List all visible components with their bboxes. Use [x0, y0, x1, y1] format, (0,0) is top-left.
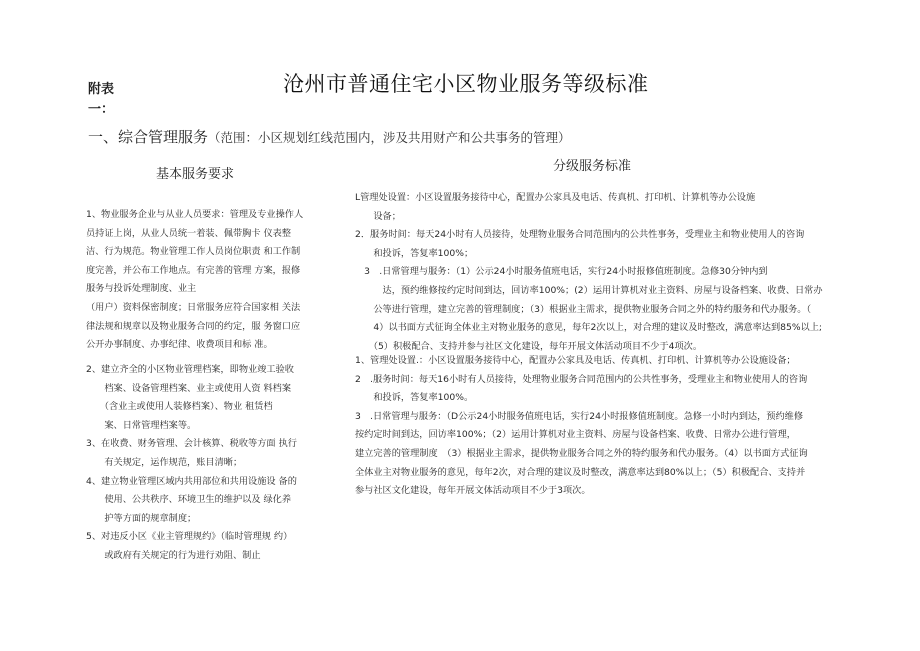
- text-line: 有关规定，运作规范，账目清晰；: [86, 456, 243, 468]
- document-title: 沧州市普通住宅小区物业服务等级标准: [283, 72, 649, 96]
- text-line: 4）以书面方式征询全体业主对物业服务的意见，每年2次以上，对合理的建议及时整改，满意率达到85%以上;: [355, 322, 823, 334]
- column-header-basic: 基本服务要求: [156, 167, 235, 182]
- text-line: 全体业主对物业服务的意见，每年2次，对合理的建议及时整改，满意率达到80%以上；（5）积极配合、支持并: [355, 466, 806, 478]
- text-line: 护等方面的规章制度；: [86, 512, 197, 524]
- graded-standard-level-1: [355, 189, 823, 356]
- text-line: 公开办事制度、办事纪律、收费项目和标 准。: [86, 339, 273, 351]
- text-line: 员持证上岗，从业人员统一着装、佩带胸卡 仪表整: [86, 227, 292, 239]
- text-line: 3、在收费、财务管理、会计核算、税收等方面 执行: [86, 438, 297, 450]
- section-heading: [88, 126, 571, 147]
- text-line: 服务与投诉处理制度、业主: [86, 283, 197, 295]
- text-line: 建立完善的管理制度 （3）根据业主需求，提供物业服务合同之外的特约服务和代办服务。（4）以书面方式征询: [355, 447, 808, 459]
- text-line: 度完善，并公布工作地点。有完善的管理 方案，报修: [86, 264, 301, 276]
- text-line: 按约定时间到达，回访率100%；（2）运用计算机对业主资料、房屋与设备档案、收费、日常办公进行管理，: [355, 429, 796, 441]
- section-heading-scope: （范围：小区规划红线范围内，涉及共用财产和公共事务的管理）: [208, 130, 571, 145]
- text-line: 5、对违反小区《业主管理规约》（临时管理规 约）: [86, 531, 293, 543]
- text-line: 和投诉，答复率100%。: [355, 392, 474, 404]
- text-line: 案、日常管理档案等。: [86, 419, 197, 431]
- appendix-label-line-1: 附表: [88, 82, 115, 97]
- basic-requirements-block-1: [86, 206, 303, 355]
- text-line: L管理处设置：小区设置服务接待中心，配置办公家具及电话、传真机、打印机、计算机等办公设施: [355, 192, 756, 203]
- appendix-label-line-2: 一：: [88, 102, 115, 117]
- text-line: 律法规和规章以及物业服务合同的约定，服 务窗口应: [86, 320, 301, 332]
- text-line: 参与社区文化建设，每年开展文体活动项目不少于3项次。: [355, 485, 591, 497]
- text-line: 1、物业服务企业与从业人员要求：管理及专业操作人: [86, 209, 304, 220]
- graded-standard-level-2: [355, 352, 808, 501]
- text-line: 或政府有关规定的行为进行劝阻、制止: [86, 549, 261, 561]
- text-line: （含业主或使用人装修档案）、物业 租赁档: [86, 401, 273, 413]
- appendix-label: [88, 80, 114, 120]
- text-line: 1、管理处设置.：小区设置服务接待中心，配置办公家具及电话、传真机、打印机、计算机等办公设施设备；: [355, 355, 796, 366]
- text-line: 3 .日常管理与服务：（D公示24小时服务值班电话，实行24小时报修值班制度。急修一小时内到达，预约维修: [355, 410, 804, 422]
- basic-requirements-block-2: [86, 361, 297, 566]
- text-line: 洁、行为规范。物业管理工作人员岗位职责 和工作制: [86, 246, 301, 258]
- text-line: 4、建立物业管理区域内共用部位和共用设施设 备的: [86, 475, 297, 487]
- column-header-graded: 分级服务标准: [553, 159, 632, 174]
- text-line: 档案、设备管理档案、业主或使用人资 料档案: [86, 382, 292, 394]
- text-line: 达，预约维修按约定时间到达，回访率100%；(2）运用计算机对业主资料、房屋与设备档案、收费、日常办: [355, 284, 823, 296]
- text-line: 3 .日常管理与服务：（1）公示24小时服务值班电话，实行24小时报修值班制度。急修30分钟内到: [355, 266, 768, 278]
- section-heading-main: 一、综合管理服务: [88, 128, 209, 146]
- text-line: 2、建立齐全的小区物业管理档案，即物业竣工验收: [86, 364, 294, 375]
- text-line: 公等进行管理，建立完善的管理制度；（3）根据业主需求，提供物业服务合同之外的特约服务和代办服务。（: [355, 303, 812, 315]
- text-line: 2．服务时间：每天24小时有人员接待，处理物业服务合同范围内的公共性事务，受理业主和物业使用人的咨询: [355, 229, 805, 241]
- text-line: 设备；: [355, 210, 401, 222]
- text-line: 2 .服务时间：每天16小时有人员接待，处理物业服务合同范围内的公共性事务，受理业主和物业使用人的咨询: [355, 373, 808, 385]
- text-line: 使用、公共秩序、环境卫生的维护以及 绿化养: [86, 494, 292, 506]
- text-line: （用户）资料保密制度；日常服务应符合国家相 关法: [86, 301, 301, 313]
- text-line: 和投诉，答复率100%；: [355, 247, 474, 259]
- text-line: （5）积极配合、支持并参与社区文化建设，每年开展文体活动项目不少于4项次。: [355, 340, 703, 352]
